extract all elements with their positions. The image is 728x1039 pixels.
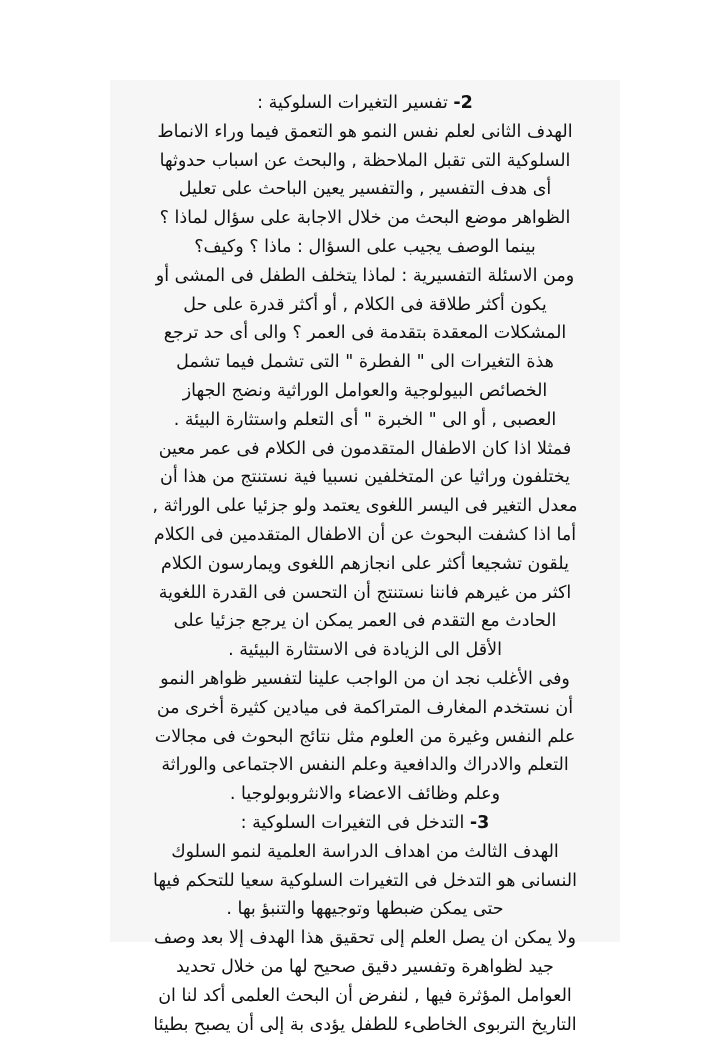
section-heading-3: [110, 809, 620, 838]
paragraph-line: الأقل الى الزيادة فى الاستثارة البيئية .: [110, 636, 620, 665]
paragraph-line: الهدف الثانى لعلم نفس النمو هو التعمق فيما وراء الانماط: [110, 118, 620, 147]
paragraph-line: علم النفس وغيرة من العلوم مثل نتائج البحوث فى مجالات: [110, 723, 620, 752]
section-heading-2: [110, 89, 620, 118]
paragraph-line: العصبى , أو الى " الخبرة " أى التعلم واستثارة البيئة .: [110, 406, 620, 435]
section-number: 3-: [470, 813, 489, 833]
paragraph-line: هذة التغيرات الى " الفطرة " التى تشمل فيما تشمل: [110, 348, 620, 377]
paragraph-line: يكون أكثر طلاقة فى الكلام , أو أكثر قدرة على حل: [110, 291, 620, 320]
paragraph-line: الحادث مع التقدم فى العمر يمكن ان يرجع جزئيا على: [110, 607, 620, 636]
paragraph-line: بينما الوصف يجيب على السؤال : ماذا ؟ وكيف؟: [110, 233, 620, 262]
document-body: [110, 80, 620, 1039]
paragraph-line: الظواهر موضع البحث من خلال الاجابة على سؤال لماذا ؟: [110, 204, 620, 233]
paragraph-line: وعلم وظائف الاعضاء والانثروبولوجيا .: [110, 780, 620, 809]
paragraph-line: يختلفون وراثيا عن المتخلفين نسبيا فية نستنتج من هذا أن: [110, 463, 620, 492]
paragraph-line: العوامل المؤثرة فيها , لنفرض أن البحث العلمى أكد لنا ان: [110, 982, 620, 1011]
paragraph-line: التعلم والادراك والدافعية وعلم النفس الاجتماعى والوراثة: [110, 751, 620, 780]
paragraph-line: حتى يمكن ضبطها وتوجيهها والتنبؤ بها .: [110, 895, 620, 924]
paragraph-line: النسانى هو التدخل فى التغيرات السلوكية سعيا للتحكم فيها: [110, 867, 620, 896]
paragraph-line: أما اذا كشفت البحوث عن أن الاطفال المتقدمين فى الكلام: [110, 521, 620, 550]
paragraph-line: الهدف الثالث من اهداف الدراسة العلمية لنمو السلوك: [110, 838, 620, 867]
paragraph-line: فمثلا اذا كان الاطفال المتقدمون فى الكلام فى عمر معين: [110, 435, 620, 464]
document-page: [110, 80, 620, 942]
section-title: التدخل فى التغيرات السلوكية :: [241, 813, 465, 833]
paragraph-line: أى هدف التفسير , والتفسير يعين الباحث على تعليل: [110, 175, 620, 204]
paragraph-line: ومن الاسئلة التفسيرية : لماذا يتخلف الطفل فى المشى أو: [110, 262, 620, 291]
paragraph-line: أن نستخدم المغارف المتراكمة فى ميادين كثيرة أخرى من: [110, 694, 620, 723]
paragraph-line: اكثر من غيرهم فاننا نستنتج أن التحسن فى القدرة اللغوية: [110, 579, 620, 608]
paragraph-line: يلقون تشجيعا أكثر على انجازهم اللغوى ويمارسون الكلام: [110, 550, 620, 579]
section-number: 2-: [453, 93, 472, 113]
paragraph-line: المشكلات المعقدة بتقدمة فى العمر ؟ والى أى حد ترجع: [110, 319, 620, 348]
paragraph-line: معدل التغير فى اليسر اللغوى يعتمد ولو جزئيا على الوراثة ,: [110, 492, 620, 521]
section-title: تفسير التغيرات السلوكية :: [257, 93, 448, 113]
paragraph-line: ولا يمكن ان يصل العلم إلى تحقيق هذا الهدف إلا بعد وصف: [110, 924, 620, 953]
paragraph-line: وفى الأغلب نجد ان من الواجب علينا لتفسير ظواهر النمو: [110, 665, 620, 694]
paragraph-line: التاريخ التربوى الخاطىء للطفل يؤدى بة إلى أن يصبح بطيئا: [110, 1011, 620, 1039]
paragraph-line: السلوكية التى تقبل الملاحظة , والبحث عن اسباب حدوثها: [110, 147, 620, 176]
paragraph-line: جيد لظواهرة وتفسير دقيق صحيح لها من خلال تحديد: [110, 953, 620, 982]
paragraph-line: الخصائص البيولوجية والعوامل الوراثية ونضج الجهاز: [110, 377, 620, 406]
